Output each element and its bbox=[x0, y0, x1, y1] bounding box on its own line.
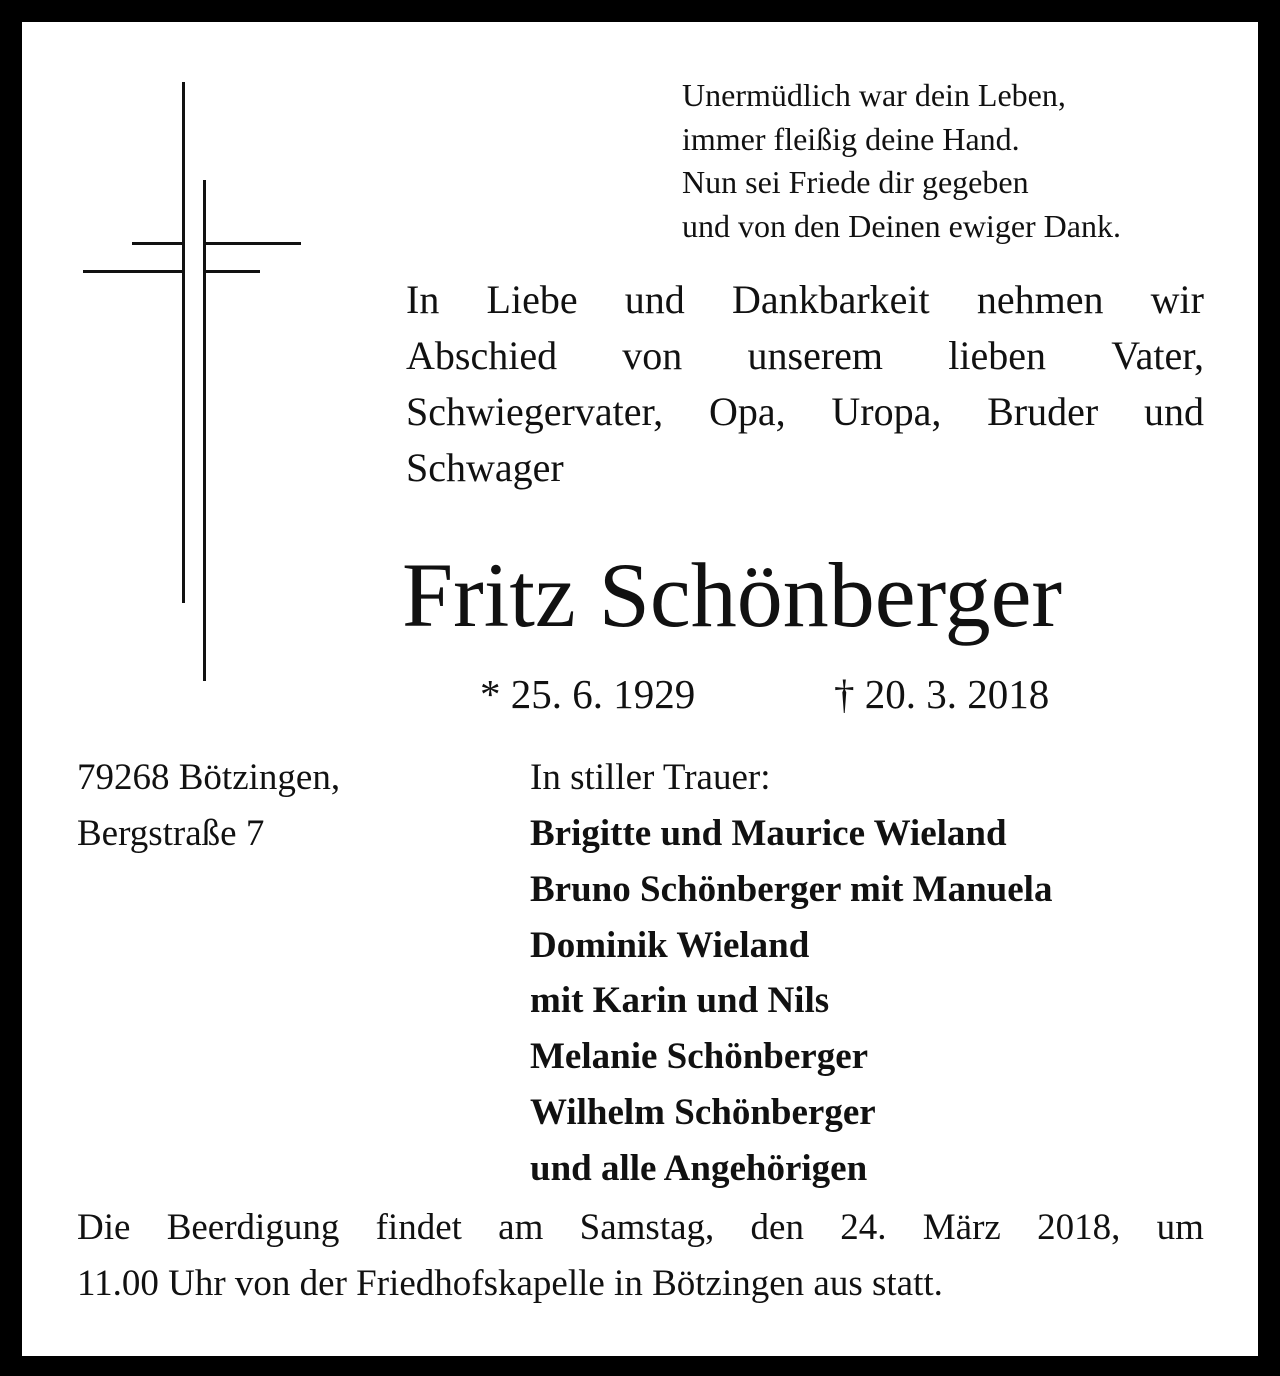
cross-right-vertical bbox=[203, 180, 206, 681]
intro-word: und bbox=[624, 277, 685, 322]
intro-word: Liebe bbox=[486, 277, 578, 322]
cross-left-vertical bbox=[182, 82, 185, 603]
funeral-word: findet bbox=[375, 1207, 462, 1248]
mourners-heading: In stiller Trauer: bbox=[530, 757, 771, 798]
funeral-line bbox=[77, 1200, 1204, 1256]
mourner-name: Brigitte und Maurice Wieland bbox=[530, 813, 1007, 854]
funeral-word: um bbox=[1156, 1207, 1204, 1248]
intro-word: lieben bbox=[948, 333, 1046, 378]
intro-paragraph bbox=[406, 272, 1204, 496]
poem-line: und von den Deinen ewiger Dank. bbox=[682, 207, 1121, 244]
obituary-notice bbox=[22, 22, 1258, 1356]
deceased-name: Fritz Schönberger bbox=[402, 544, 1063, 646]
intro-word: Bruder bbox=[987, 389, 1099, 434]
intro-line bbox=[406, 272, 1204, 328]
cross-icon bbox=[22, 22, 322, 722]
poem-line: immer fleißig deine Hand. bbox=[682, 120, 1020, 157]
funeral-word: den bbox=[750, 1207, 804, 1248]
mourners-list bbox=[530, 750, 1250, 1197]
intro-word: und bbox=[1143, 389, 1204, 434]
mourner-name: Wilhelm Schönberger bbox=[530, 1091, 876, 1133]
cross-lower-left-arm bbox=[83, 270, 184, 273]
intro-word: unserem bbox=[747, 333, 884, 378]
funeral-info bbox=[77, 1200, 1204, 1312]
cross-upper-left-arm bbox=[132, 242, 184, 245]
address-line: Bergstraße 7 bbox=[77, 813, 265, 854]
mourner-name: Melanie Schönberger bbox=[530, 1036, 869, 1078]
intro-word: Opa, bbox=[708, 389, 786, 434]
intro-word: In bbox=[406, 277, 440, 322]
intro-word: Schwiegervater, bbox=[406, 389, 664, 434]
address bbox=[77, 750, 497, 862]
mourner-name: mit Karin und Nils bbox=[530, 980, 830, 1022]
cross-lower-right-arm bbox=[203, 270, 260, 273]
funeral-word: Die bbox=[77, 1207, 131, 1248]
intro-word: nehmen bbox=[976, 277, 1104, 322]
intro-word: Uropa, bbox=[831, 389, 942, 434]
funeral-word: Samstag, bbox=[579, 1207, 715, 1248]
intro-line bbox=[406, 384, 1204, 440]
intro-word: von bbox=[622, 333, 683, 378]
funeral-word: Beerdigung bbox=[166, 1207, 340, 1248]
mourner-name: Dominik Wieland bbox=[530, 924, 810, 966]
funeral-word: März bbox=[922, 1207, 1001, 1248]
funeral-word: 2018, bbox=[1037, 1207, 1121, 1248]
intro-word: wir bbox=[1150, 277, 1204, 322]
intro-word: Vater, bbox=[1111, 333, 1204, 378]
cross-upper-right-arm bbox=[203, 242, 301, 245]
poem-line: Unermüdlich war dein Leben, bbox=[682, 77, 1066, 113]
death-date: † 20. 3. 2018 bbox=[834, 671, 1050, 717]
funeral-word: 24. bbox=[840, 1207, 887, 1248]
mourner-name: und alle Angehörigen bbox=[530, 1147, 868, 1189]
birth-date: * 25. 6. 1929 bbox=[480, 671, 696, 717]
intro-line: Schwager bbox=[406, 445, 564, 490]
address-line: 79268 Bötzingen, bbox=[77, 757, 341, 798]
funeral-line: 11.00 Uhr von der Friedhofskapelle in Bötzingen aus statt. bbox=[77, 1263, 943, 1304]
intro-line bbox=[406, 328, 1204, 384]
intro-word: Dankbarkeit bbox=[731, 277, 930, 322]
poem-line: Nun sei Friede dir gegeben bbox=[682, 164, 1029, 200]
intro-word: Abschied bbox=[406, 333, 558, 378]
funeral-word: am bbox=[498, 1207, 544, 1248]
mourner-name: Bruno Schönberger mit Manuela bbox=[530, 868, 1053, 910]
poem bbox=[682, 74, 1242, 248]
